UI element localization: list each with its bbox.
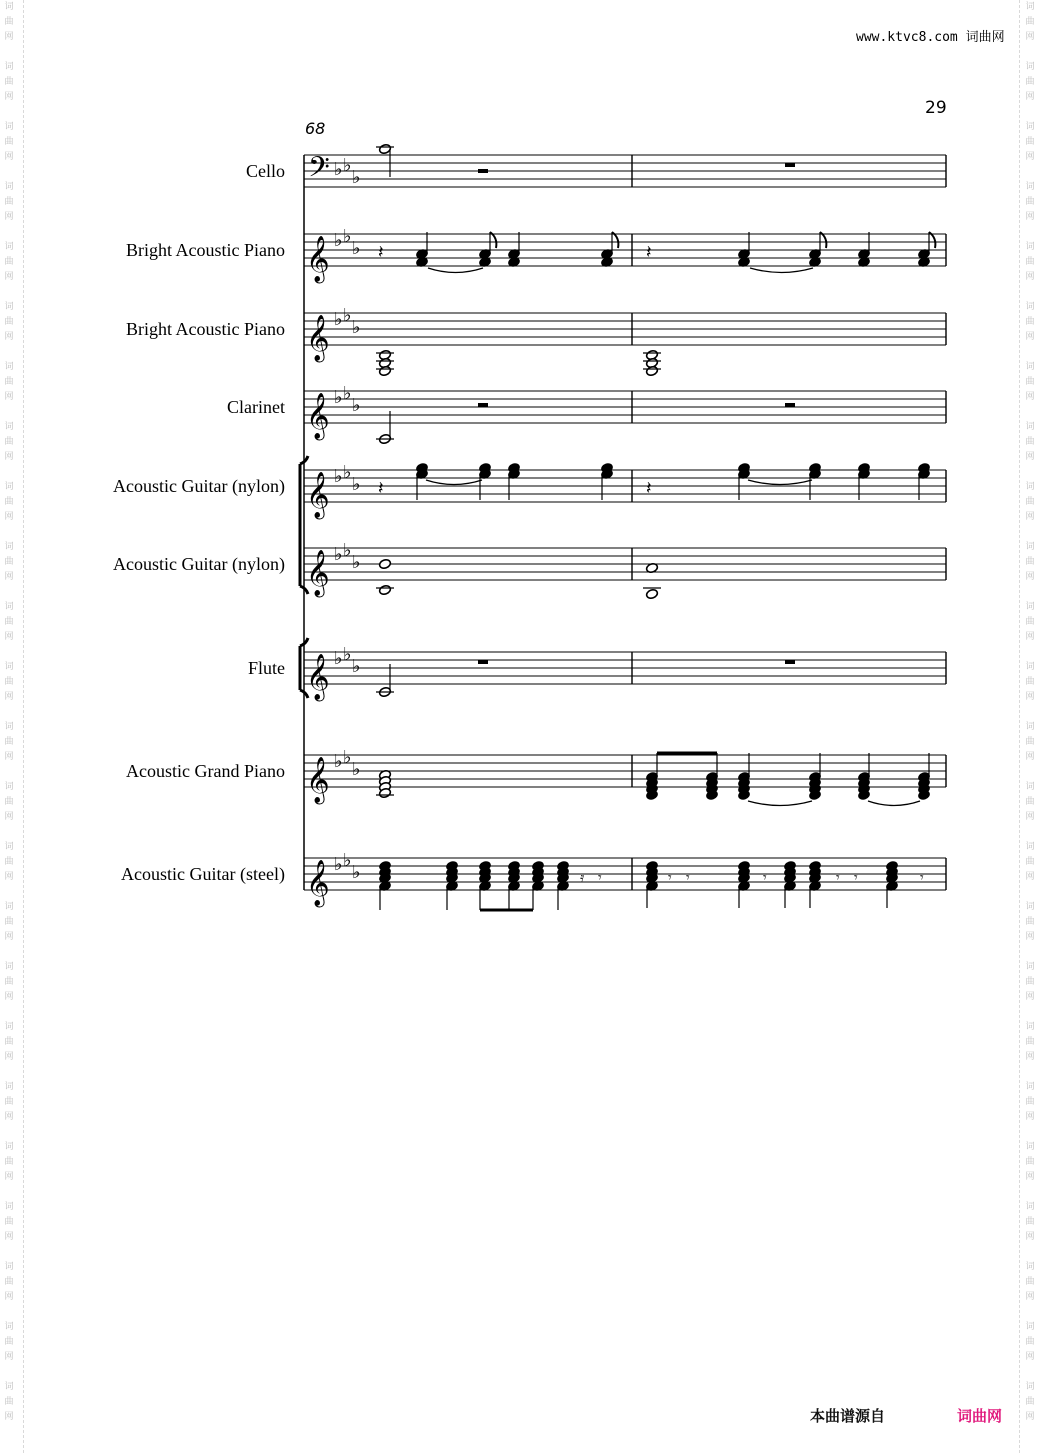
instrument-label-clarinet: Clarinet	[227, 397, 285, 417]
flat-sign: ♭	[343, 540, 352, 561]
half-rest	[785, 403, 795, 407]
site-url: www.ktvc8.com	[856, 30, 958, 45]
eighth-rest: 𝄾	[836, 870, 840, 886]
flat-sign: ♭	[343, 462, 352, 483]
measure-number: 68	[305, 119, 326, 138]
instrument-label-guitar-steel: Acoustic Guitar (steel)	[121, 864, 285, 884]
flat-sign: ♭	[352, 552, 361, 573]
tie	[748, 480, 812, 485]
quarter-rest: 𝄽	[646, 242, 652, 263]
eighth-rest: 𝄾	[854, 870, 858, 886]
flat-sign: ♭	[334, 387, 343, 408]
flat-sign: ♭	[343, 644, 352, 665]
eighth-rest: 𝄾	[598, 870, 602, 886]
flat-sign: ♭	[343, 747, 352, 768]
site-name: 词曲网	[965, 30, 1005, 45]
eighth-rest: 𝄾	[686, 870, 690, 886]
treble-clef: 𝄞	[306, 472, 330, 518]
flat-sign: ♭	[334, 648, 343, 669]
tie	[428, 268, 483, 273]
half-rest	[785, 163, 795, 167]
quarter-rest: 𝄽	[378, 242, 384, 263]
flat-sign: ♭	[334, 309, 343, 330]
flat-sign: ♭	[343, 850, 352, 871]
note-head	[378, 365, 391, 376]
watermark-left: 词 曲 网 词 曲 网 词 曲 网 词 曲 网 词 曲 网 词 曲 网 词 曲 网 词 曲 网 词 曲 网 词 曲 网 词 曲 网 词 曲 网 词 曲 网 词 曲 网 词 曲 网 词 曲 网 词 曲 网 词 曲 网 词 曲 网 词 曲 网 词 曲 网 词 曲 网 词 曲 网 词 曲 网	[4, 2, 14, 1422]
treble-clef: 𝄞	[306, 315, 330, 361]
flat-sign: ♭	[352, 759, 361, 780]
note-head	[645, 588, 658, 599]
eighth-rest: 𝄾	[763, 870, 767, 886]
footer-source: 本曲谱源自	[810, 1407, 886, 1425]
flat-sign: ♭	[352, 317, 361, 338]
footer-brand: 词曲网	[957, 1407, 1003, 1425]
tie	[426, 480, 482, 485]
flat-sign: ♭	[343, 226, 352, 247]
tie	[868, 801, 920, 806]
flat-sign: ♭	[352, 167, 361, 188]
instrument-label-guitar-nylon-1: Acoustic Guitar (nylon)	[113, 476, 285, 496]
quarter-rest: 𝄽	[646, 478, 652, 499]
flat-sign: ♭	[352, 395, 361, 416]
half-rest	[478, 169, 488, 173]
flat-sign: ♭	[352, 656, 361, 677]
eighth-rest: 𝄾	[668, 870, 672, 886]
eighth-rest: 𝄿	[580, 870, 585, 886]
instrument-label-flute: Flute	[247, 658, 285, 678]
staves	[300, 155, 946, 890]
flat-sign: ♭	[334, 466, 343, 487]
treble-clef: 𝄞	[306, 236, 330, 282]
page-number: 29	[925, 98, 947, 118]
flat-sign: ♭	[352, 862, 361, 883]
flat-sign: ♭	[343, 383, 352, 404]
flat-sign: ♭	[343, 305, 352, 326]
eighth-rest: 𝄾	[920, 870, 924, 886]
treble-clef: 𝄞	[306, 860, 330, 906]
flat-sign: ♭	[352, 474, 361, 495]
note-head	[378, 584, 391, 595]
instrument-label-grand-piano: Acoustic Grand Piano	[126, 761, 285, 781]
watermark-right: 词 曲 网 词 曲 网 词 曲 网 词 曲 网 词 曲 网 词 曲 网 词 曲 网 词 曲 网 词 曲 网 词 曲 网 词 曲 网 词 曲 网 词 曲 网 词 曲 网 词 曲 网 词 曲 网 词 曲 网 词 曲 网 词 曲 网 词 曲 网 词 曲 网 词 曲 网 词 曲 网 词 曲 网	[1025, 2, 1035, 1422]
flat-sign: ♭	[334, 854, 343, 875]
tie	[748, 801, 812, 806]
note-head	[645, 365, 658, 376]
flat-sign: ♭	[334, 751, 343, 772]
instrument-label-bright-piano-2: Bright Acoustic Piano	[126, 319, 285, 339]
bass-clef: 𝄢	[308, 151, 330, 191]
treble-clef: 𝄞	[306, 654, 330, 700]
flat-sign: ♭	[352, 238, 361, 259]
quarter-rest: 𝄽	[378, 478, 384, 499]
flat-sign: ♭	[334, 230, 343, 251]
half-rest	[478, 403, 488, 407]
treble-clef: 𝄞	[306, 393, 330, 439]
note-head	[378, 558, 391, 569]
treble-clef: 𝄞	[306, 550, 330, 596]
flat-sign: ♭	[343, 155, 352, 176]
instrument-label-bright-piano-1: Bright Acoustic Piano	[126, 240, 285, 260]
half-rest	[785, 660, 795, 664]
treble-clef: 𝄞	[306, 757, 330, 803]
tie	[750, 268, 813, 273]
instrument-label-cello: Cello	[246, 161, 285, 181]
instrument-label-guitar-nylon-2: Acoustic Guitar (nylon)	[113, 554, 285, 574]
flat-sign: ♭	[334, 544, 343, 565]
flat-sign: ♭	[334, 159, 343, 180]
half-rest	[478, 660, 488, 664]
